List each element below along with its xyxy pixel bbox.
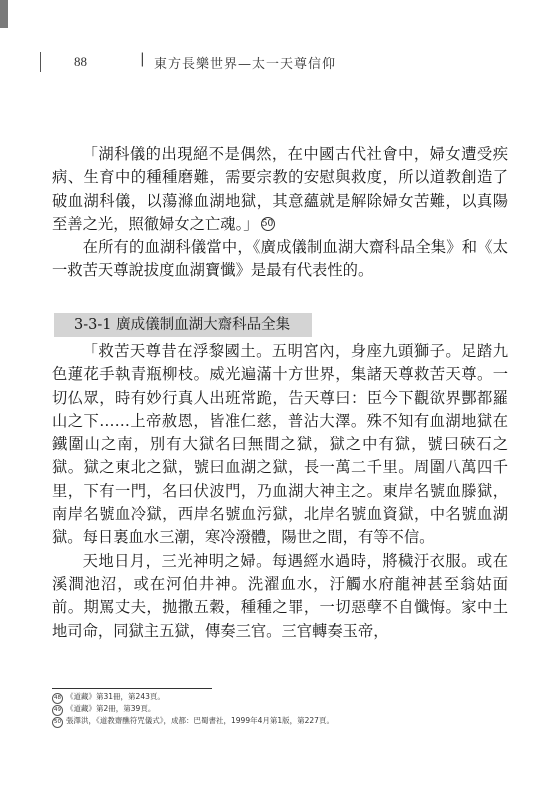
header-separator: | (140, 51, 145, 67)
intro-block (52, 143, 508, 283)
footnote-text: 《道藏》第31冊，第243頁。 (66, 692, 165, 701)
scripture-block (52, 340, 508, 643)
footnote-item (52, 716, 334, 728)
scripture-paragraph-2: 天地日月，三光神明之婦。每遇經水過時，將穢汙衣服。或在溪澗池沼，或在河伯井神。洗濯血水，汙觸水府龍神甚至翁姑面前。期罵丈夫，拋撒五穀，種種之罪，一切惡孽不自懺悔。家中土地司命，同獄主五獄，傳奏三官。三官轉奏玉帝， (52, 551, 508, 640)
footnote-text: 《道藏》第2冊，第39頁。 (66, 704, 156, 713)
intro-quote-text: 「湖科儀的出現絕不是偶然，在中國古代社會中，婦女遭受疾病、生育中的種種磨難，需要宗教的安慰與救度，所以道教創造了破血湖科儀，以蕩滌血湖地獄，其意蘊就是解除婦女苦難，以真陽至善之光，照徹婦女之亡魂。」 (52, 145, 508, 233)
footnote-number: 49 (52, 705, 63, 716)
page-tab-marker (0, 0, 8, 28)
intro-quote (52, 143, 508, 236)
section-heading: 3-3-1 廣成儀制血湖大齋科品全集 (54, 313, 312, 337)
scripture-paragraph-1: 「救苦天尊昔在浮黎國土。五明宮內，身座九頭獅子。足踏九色蓮花手執青瓶柳枝。威光遍滿十方世界，集諸天尊救苦天尊。一切仏眾，時有妙行真人出班常跪，告天尊曰：臣今下觀欲界酆都羅山之下……上帝赦恩，皆准仁慈，普沾大澤。殊不知有血湖地獄在鐵圍山之南，別有大獄名曰無間之獄，獄之中有獄，號曰硤石之獄。獄之東北之獄，號曰血湖之獄，長一萬二千里。周圍八萬四千里，下有一門，名曰伏波門，乃血湖大神主之。東岸名號血滕獄，南岸名號血冷獄，西岸名號血污獄，北岸名號血資獄，中名號血湖獄。每日裏血水三潮，寒冷潑體，陽世之間，有等不信。 (52, 342, 508, 547)
running-header (40, 50, 530, 74)
footnote-ref-50[interactable]: 50 (261, 218, 274, 229)
footnote-item (52, 692, 334, 704)
header-rule (40, 52, 41, 72)
footnote-number: 48 (52, 693, 63, 704)
footnotes (52, 692, 334, 728)
running-title: 東方長樂世界—太一天尊信仰 (154, 57, 337, 72)
footnote-divider (52, 688, 212, 689)
intro-paragraph: 在所有的血湖科儀當中，《廣成儀制血湖大齋科品全集》和《太一救苦天尊說拔度血湖寶懺》是最有代表性的。 (52, 238, 508, 280)
footnote-text: 張澤洪，《道教齋醮符咒儀式》，成都：巴蜀書社，1999年4月第1版，第227頁。 (66, 716, 334, 725)
footnote-number: 50 (52, 717, 63, 728)
page-number: 88 (74, 54, 87, 69)
footnote-item (52, 704, 334, 716)
